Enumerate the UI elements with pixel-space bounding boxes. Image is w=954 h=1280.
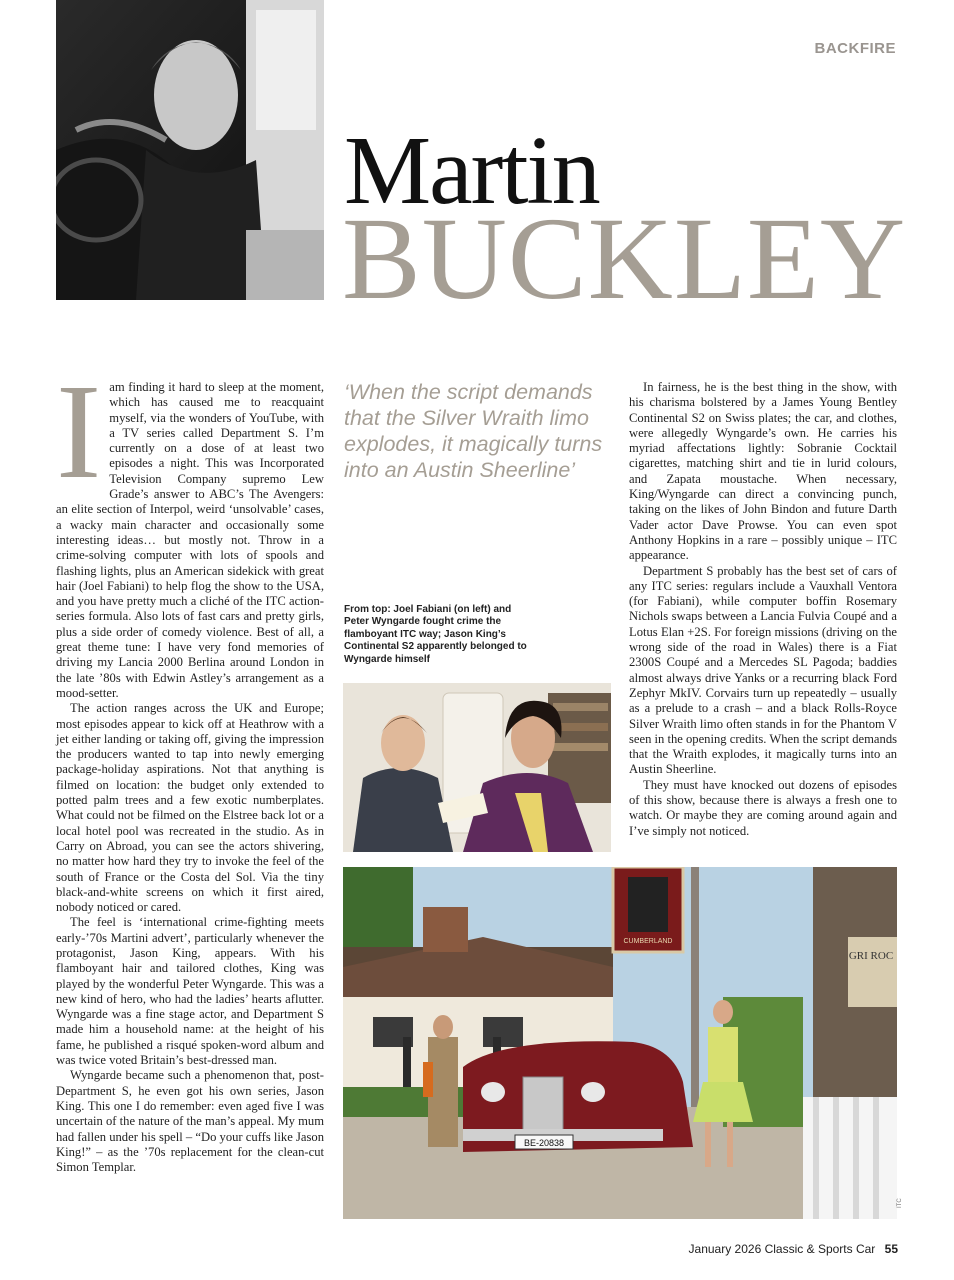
still-department-s <box>343 683 611 852</box>
photo-credit: ITC <box>897 1198 903 1208</box>
hotel-sign-text: GRI ROC <box>848 950 894 962</box>
issue-date: January 2026 <box>688 1242 762 1256</box>
page-footer <box>689 1242 898 1256</box>
body-column-1 <box>56 357 324 1175</box>
still-bentley-scene <box>343 867 897 1219</box>
still-image <box>343 683 611 852</box>
portrait-image <box>56 0 324 300</box>
author-first-name: Martin <box>344 117 599 225</box>
photo-caption: From top: Joel Fabiani (on left) and Peter Wyngarde fought crime the flamboyant ITC way; Jason King’s Continental S2 apparently belonged to Wyngarde himself <box>344 604 527 665</box>
paragraph: The action ranges across the UK and Europe; most episodes appear to kick off at Heathrow with a jet either landing or taking off, giving the impression the producers wanted to tap into newly emerging package-holiday aspirations. Not that anything is filmed on location: the budget only extended to potted palm trees and a few exotic numberplates. What could not be filmed on the Elstree back lot or a local hotel pool was recreated in the studio. As in Carry on Abroad, you can see the actors shivering, no matter how hard they try to invoke the feel of the south of France or the Costa del Sol. Via the tiny black-and-white screens on which it first aired, nobody noticed or cared. <box>56 701 324 915</box>
paragraph: am finding it hard to sleep at the moment, which has caused me to reacquaint myself, via the wonders of YouTube, with a TV series called Department S. I’m currently on a dose of at least two episodes a night. This was Incorporated Television Company supremo Lew Grade’s answer to ABC’s The Avengers: an elite section of Interpol, weird ‘unsolvable’ cases, a wacky main character and occasionally some interesting ideas… but mostly not. Throw in a crime-solving computer with lots of spools and flashing lights, plus an American sidekick with great hair (Joel Fabiani) to help flog the show to the USA, and you have pretty much a cliché of the ITC action-series formula. Also lots of fast cars and pretty girls, plus a side order of comedy violence. Best of all, a great theme tune: I have very fond memories of driving my Lancia 2000 Berlina around London in the late ’80s with Edwin Astley’s arrangement as a mood-setter. <box>56 380 324 700</box>
author-portrait <box>56 0 324 300</box>
body-column-3 <box>629 380 897 839</box>
pub-sign-text: CUMBERLAND <box>623 938 673 945</box>
paragraph: They must have knocked out dozens of episodes of this show, because there is always a fresh one to watch. Or maybe they are coming around again and I’ve simply not noticed. <box>629 777 897 838</box>
author-last-name: BUCKLEY <box>342 193 907 324</box>
paragraph: The feel is ‘international crime-fighting meets early-’70s Martini advert’, particularly whenever the protagonist, Jason King, appears. With his flamboyant hair and tailored clothes, King was played by the wonderful Peter Wyngarde. This was a new kind of hero, who had the ladies’ hearts aflutter. Wyngarde was a fine stage actor, and Department S made him a household name: at the height of his fame, he published a risqué spoken-word album and was twice voted Britain’s best-dressed man. <box>56 915 324 1068</box>
drop-cap: I <box>56 357 102 507</box>
page-number: 55 <box>884 1242 898 1256</box>
pull-quote: ‘When the script demands that the Silver Wraith limo explodes, it magically turns into an Austin Sheerline’ <box>344 380 603 482</box>
magazine-name: Classic & Sports Car <box>764 1242 876 1256</box>
paragraph: Wyngarde became such a phenomenon that, post-Department S, he even got his own series, Jason King. This one I do remember: even aged five I was uncertain of the nature of the man’s appeal. My mum had fallen under his spell – “Do your cuffs like Jason King!” – as the ’70s replacement for the clean-cut Simon Templar. <box>56 1068 324 1175</box>
number-plate-text: BE-20838 <box>523 1138 565 1148</box>
paragraph: Department S probably has the best set of cars of any ITC series: regulars include a Vauxhall Ventora (for Fabiani), while computer boffin Rosemary Nichols swaps between a Lancia Fulvia Coupé and a Lotus Elan +2S. For foreign missions (driving on the wrong side of the road in Wales) there is a Fiat 2300S Coupé and a Mercedes SL Pagoda; baddies almost always drive Yanks or a recurring black Ford Zephyr MkIV. Corvairs turn up repeatedly – usually as a prelude to a crash – and a black Rolls-Royce Silver Wraith limo often stands in for the Phantom V seen in the opening credits. When the script demands that the Wraith explodes, it magically turns into an Austin Sheerline. <box>629 563 898 777</box>
paragraph: In fairness, he is the best thing in the show, with his charisma bolstered by a James Young Bentley Continental S2 on Swiss plates; the car, and clothes, were allegedly Wyngarde’s own. He carries his myriad affectations lightly: Sobranie Cocktail cigarettes, matching shirt and tie in lurid colours, and Zapata moustache. When necessary, King/Wyngarde can direct a convincing punch, taking on the likes of John Bindon and future Darth Vader actor Dave Prowse. You can even spot Anthony Hopkins in a rare – possibly unique – ITC appearance. <box>629 380 897 563</box>
section-tag: BACKFIRE <box>814 40 896 57</box>
still-image <box>343 867 897 1219</box>
